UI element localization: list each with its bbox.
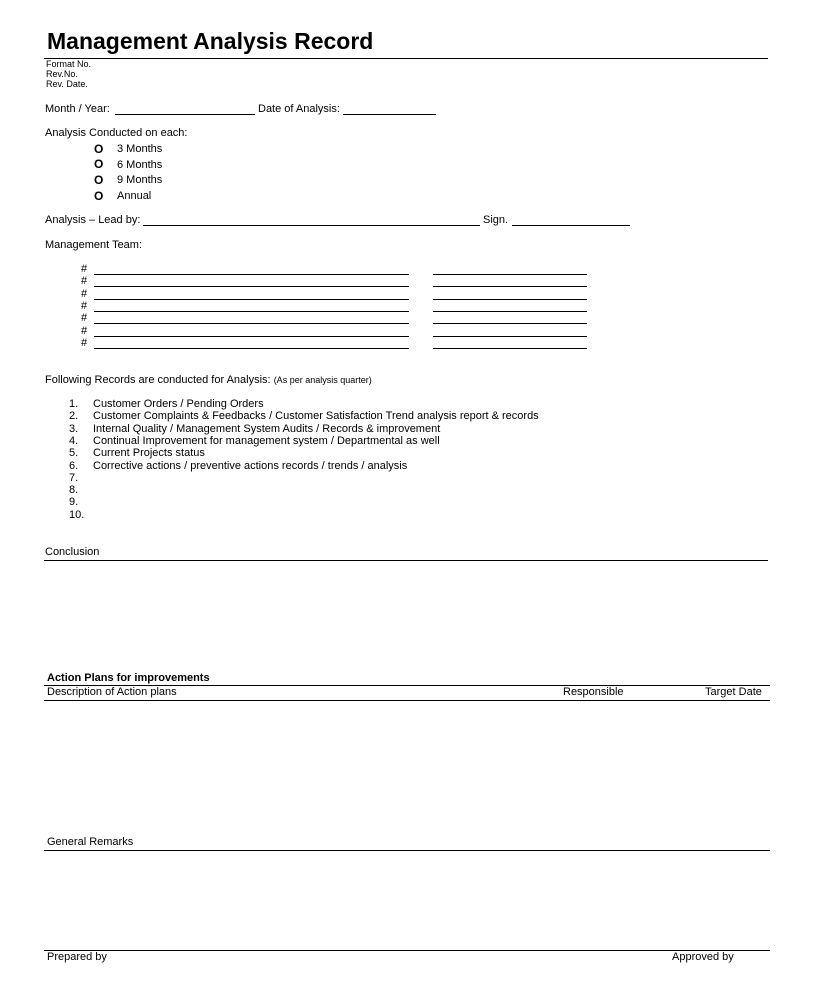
record-text: Customer Complaints & Feedbacks / Customer Satisfaction Trend analysis report & records [93, 410, 539, 423]
records-heading [45, 374, 372, 386]
general-remarks-area[interactable] [44, 852, 770, 947]
record-number: 6. [69, 459, 79, 472]
team-member-name-field[interactable] [94, 299, 409, 300]
team-member-name-field[interactable] [94, 286, 409, 287]
team-member-name-field[interactable] [94, 348, 409, 349]
record-text: Customer Orders / Pending Orders [93, 398, 264, 410]
record-text: Current Projects status [93, 447, 205, 460]
management-team-label: Management Team: [45, 239, 143, 251]
team-member-name-field[interactable] [94, 311, 409, 312]
team-member-role-field[interactable] [433, 274, 587, 275]
conclusion-divider [44, 560, 768, 561]
lead-by-label: Analysis – Lead by: [45, 214, 141, 226]
team-row-marker: # [81, 324, 88, 337]
team-member-role-field[interactable] [433, 336, 587, 337]
date-of-analysis-field[interactable] [343, 114, 436, 115]
team-row-marker: # [81, 336, 88, 349]
title-divider [44, 58, 768, 59]
team-row-marker: # [81, 275, 88, 288]
conclusion-area[interactable] [44, 562, 768, 667]
team-member-name-field[interactable] [94, 274, 409, 275]
action-plans-divider-bottom [44, 700, 770, 701]
rev-no-label: Rev.No. [46, 69, 78, 79]
sign-field[interactable] [512, 225, 630, 226]
record-text: Internal Quality / Management System Audits / Records & improvement [93, 422, 441, 435]
lead-by-field[interactable] [143, 225, 480, 226]
page-title: Management Analysis Record [47, 28, 374, 54]
records-heading-text: Following Records are conducted for Analysis: [45, 374, 271, 386]
action-plans-heading: Action Plans for improvements [47, 672, 210, 684]
record-number: 3. [69, 422, 79, 435]
general-remarks-label: General Remarks [47, 836, 134, 848]
record-number: 10. [69, 508, 85, 521]
month-year-label: Month / Year: [45, 103, 110, 115]
team-member-role-field[interactable] [433, 299, 587, 300]
team-row-marker: # [81, 263, 88, 275]
record-number: 5. [69, 447, 79, 460]
team-member-role-field[interactable] [433, 311, 587, 312]
team-row-marker: # [81, 299, 88, 312]
record-text: Continual Improvement for management system / Departmental as well [93, 434, 440, 447]
date-of-analysis-label: Date of Analysis: [258, 103, 340, 115]
format-no-label: Format No. [46, 59, 92, 69]
record-number: 4. [69, 434, 79, 447]
radio-3-months[interactable]: O [94, 142, 104, 156]
record-number: 7. [69, 471, 79, 484]
option-3-months-label: 3 Months [117, 143, 163, 155]
col-responsible-header: Responsible [563, 686, 624, 698]
radio-annual[interactable]: O [94, 189, 104, 203]
team-row-marker: # [81, 287, 88, 300]
radio-6-months[interactable]: O [94, 157, 104, 171]
option-6-months-label: 6 Months [117, 159, 163, 171]
record-number: 9. [69, 496, 79, 509]
team-member-name-field[interactable] [94, 336, 409, 337]
record-number: 2. [69, 410, 79, 423]
team-member-name-field[interactable] [94, 323, 409, 324]
footer-divider [44, 950, 770, 951]
team-member-role-field[interactable] [433, 323, 587, 324]
col-description-header: Description of Action plans [47, 686, 177, 698]
action-plans-area[interactable] [44, 702, 770, 832]
record-number: 1. [69, 398, 79, 410]
record-text: Corrective actions / preventive actions records / trends / analysis [93, 459, 408, 472]
record-number: 8. [69, 484, 79, 497]
sign-label: Sign. [483, 214, 509, 226]
team-row-marker: # [81, 312, 88, 325]
option-9-months-label: 9 Months [117, 174, 163, 186]
conclusion-label: Conclusion [45, 546, 100, 558]
option-annual-label: Annual [117, 190, 152, 202]
approved-by-label: Approved by [672, 951, 734, 963]
col-target-date-header: Target Date [705, 686, 762, 698]
rev-date-label: Rev. Date. [46, 79, 88, 89]
radio-9-months[interactable]: O [94, 173, 104, 187]
frequency-heading: Analysis Conducted on each: [45, 127, 188, 139]
general-remarks-divider [44, 850, 770, 851]
records-heading-note: (As per analysis quarter) [273, 375, 372, 385]
team-member-role-field[interactable] [433, 286, 587, 287]
month-year-field[interactable] [115, 114, 255, 115]
prepared-by-label: Prepared by [47, 951, 107, 963]
team-member-role-field[interactable] [433, 348, 587, 349]
